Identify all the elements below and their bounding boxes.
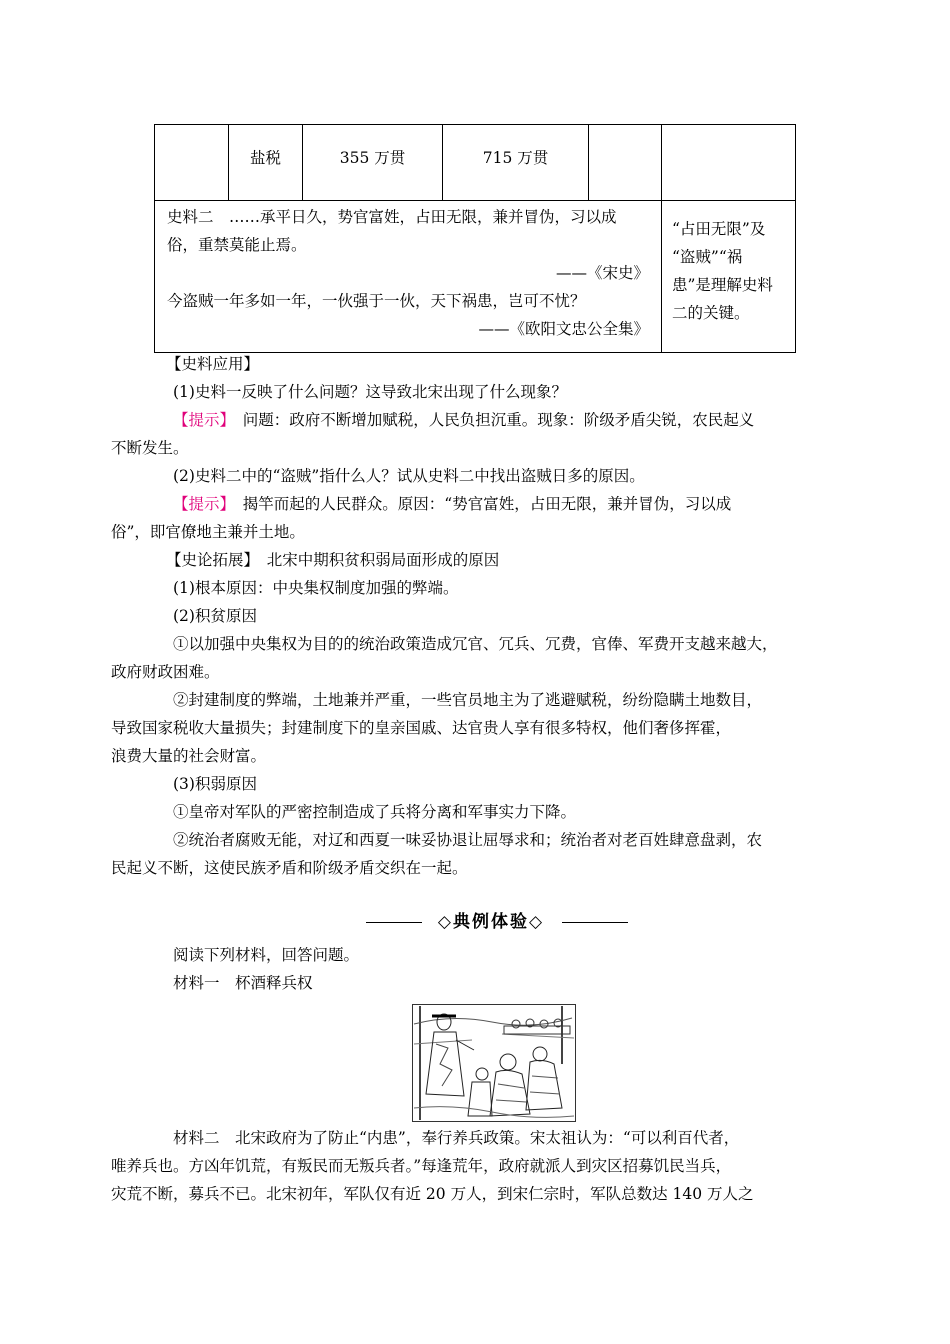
extension-p1: (1)根本原因：中央集权制度加强的弊端。 (173, 579, 459, 597)
answer-1 (111, 406, 806, 462)
table-row (155, 125, 796, 201)
source2-line: 今盗贼一年多如一年，一伙强于一伙，天下祸患，岂可不忧？ (167, 292, 586, 310)
section-title (366, 909, 628, 935)
question-2: (2)史料二中的“盗贼”指什么人？试从史料二中找出盗贼日多的原因。 (173, 467, 645, 485)
answer-2 (111, 490, 806, 546)
extension-p3b: ②统治者腐败无能，对辽和西夏一味妥协退让屈辱求和；统治者对老百姓肆意盘剥，农 民起义不断，这使民族矛盾和阶级矛盾交织在一起。 (111, 831, 763, 877)
source2-citation: ——《欧阳文忠公全集》 (478, 320, 649, 338)
hint-label: 【提示】 (173, 411, 228, 429)
note-line: “占田无限”及 (672, 220, 766, 238)
application-heading: 【史料应用】 (166, 355, 260, 373)
answer-text: 问题：政府不断增加赋税，人民负担沉重。现象：阶级矛盾尖锐，农民起义 (227, 411, 755, 429)
salt-tax-label: 盐税 (249, 148, 281, 167)
question-1: (1)史料一反映了什么问题？这导致北宋出现了什么现象？ (173, 383, 567, 401)
source2-citation: ——《宋史》 (555, 264, 649, 282)
table-row (155, 201, 796, 353)
note-line: 患”是理解史料 (672, 276, 773, 294)
table-cell-item (229, 125, 303, 201)
answer-text: 俗”，即官僚地主兼并土地。 (111, 523, 305, 541)
material-2: 材料二 北宋政府为了防止“内患”，奉行养兵政策。宋太祖认为：“可以利百代者， 唯养兵也。方凶年饥荒，有叛民而无叛兵者。”每逢荒年，政府就派人到灾区招募饥民当兵， 灾荒不断，募兵不已。北宋初年，军队仅有近 20 万人，到宋仁宗时，军队总数达 140 万人之 (111, 1129, 754, 1203)
extension-p2a: ①以加强中央集权为目的的统治政策造成冗官、冗兵、冗费，官俸、军费开支越来越大， 政府财政困难。 (111, 635, 778, 681)
note-cell (662, 201, 796, 353)
table-cell-value2 (443, 125, 589, 201)
data-table (154, 124, 796, 353)
extension-title: 北宋中期积贫积弱局面形成的原因 (251, 551, 500, 569)
table-cell-empty (589, 125, 662, 201)
section-title-text: ◇典例体验◇ (437, 912, 545, 932)
answer-text: 揭竿而起的人民群众。原因：“势官富姓，占田无限，兼并冒伪，习以成 (227, 495, 732, 513)
divider (366, 922, 422, 923)
salt-tax-value-2: 715 万贯 (482, 148, 549, 167)
table-cell-empty (155, 125, 229, 201)
extension-heading: 【史论拓展】 北宋中期积贫积弱局面形成的原因 (166, 551, 500, 569)
hint-label: 【提示】 (173, 495, 228, 513)
extension-p2b: ②封建制度的弊端，土地兼并严重，一些官员地主为了逃避赋税，纷纷隐瞒土地数目， 导致国家税收大量损失；封建制度下的皇亲国戚、达官贵人享有很多特权，他们奢侈挥霍， 浪费大量的社会财富。 (111, 691, 763, 765)
note-line: “盗贼”“祸 (672, 248, 743, 266)
extension-p3a: ①皇帝对军队的严密控制造成了兵将分离和军事实力下降。 (173, 803, 577, 821)
note-line: 二的关键。 (672, 304, 750, 322)
illustration-banquet (412, 1004, 576, 1122)
source2-cell (155, 201, 662, 353)
divider (562, 922, 628, 923)
table-cell-empty (662, 125, 796, 201)
example-intro: 阅读下列材料，回答问题。 (173, 946, 360, 964)
table-cell-value1 (303, 125, 443, 201)
source2-line: 俗，重禁莫能止焉。 (167, 236, 307, 254)
salt-tax-value-1: 355 万贯 (339, 148, 406, 167)
answer-text: 不断发生。 (111, 439, 189, 457)
extension-p3: (3)积弱原因 (173, 775, 257, 793)
material-1-title: 材料一 杯酒释兵权 (173, 974, 313, 992)
illustration-drawing (412, 1004, 576, 1122)
extension-p2: (2)积贫原因 (173, 607, 257, 625)
source2-line: 史料二 ……承平日久，势官富姓，占田无限，兼并冒伪，习以成 (167, 208, 617, 226)
